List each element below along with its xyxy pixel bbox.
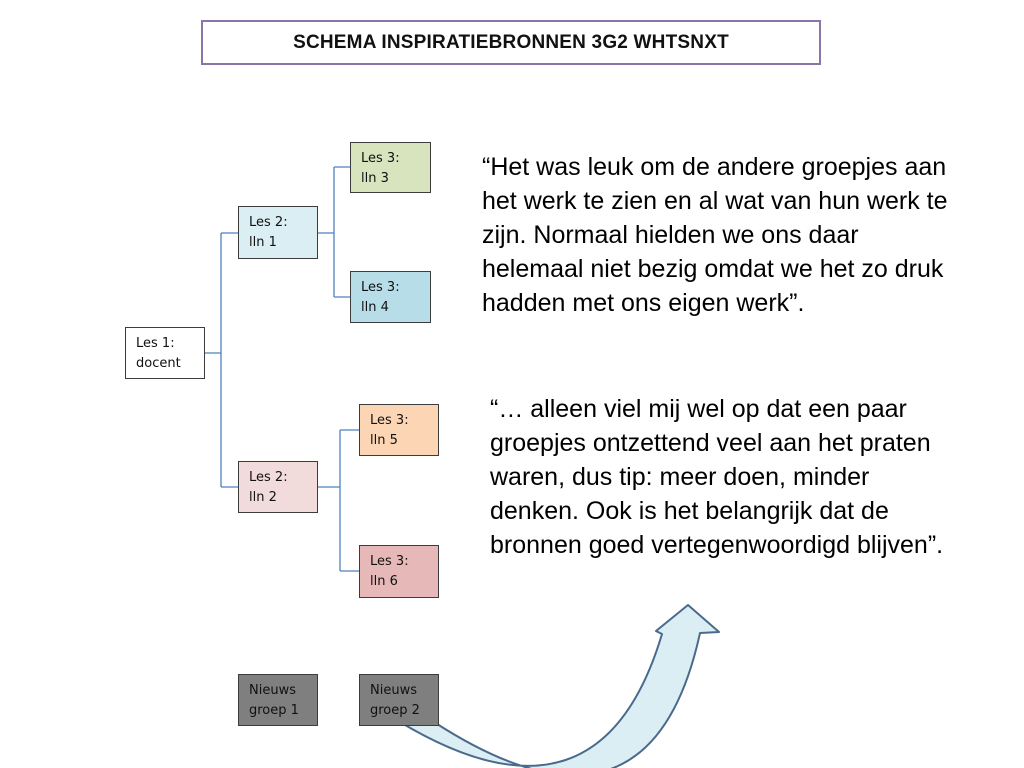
quote-second: “… alleen viel mij wel op dat een paar groepjes ontzettend veel aan het praten waren, dus tip: meer doen, minder denken. Ook is het belangrijk dat de bronnen goed vertegenwoordigd blijven”.: [490, 395, 944, 559]
node-label-line1: Nieuws: [249, 683, 296, 698]
connector-les1-les2: [205, 233, 238, 487]
node-label-line2: lln 6: [370, 574, 398, 589]
node-label-line1: Les 2:: [249, 215, 288, 230]
node-label-line2: lln 2: [249, 490, 277, 505]
node-nieuws-groep1: [238, 674, 318, 726]
node-les1-docent: [125, 327, 205, 379]
node-label-line2: groep 2: [370, 703, 420, 718]
node-label-line1: Les 2:: [249, 470, 288, 485]
node-les3-lln6: [359, 545, 439, 598]
page-title: SCHEMA INSPIRATIEBRONNEN 3G2 WHTSNXT: [293, 31, 729, 53]
connector-les2a-les3: [318, 167, 350, 297]
node-les3-lln5: [359, 404, 439, 456]
node-les2-lln2: [238, 461, 318, 513]
quote-first: “Het was leuk om de andere groepjes aan het werk te zien en al wat van hun werk te zijn. Normaal hielden we ons daar helemaal niet bezig omdat we het zo druk hadden met ons eigen werk”.: [482, 153, 948, 317]
node-label-line1: Les 3:: [361, 151, 400, 166]
node-label-line2: lln 4: [361, 300, 389, 315]
node-label-line1: Les 3:: [361, 280, 400, 295]
node-label-line2: lln 3: [361, 171, 389, 186]
node-label-line1: Les 3:: [370, 554, 409, 569]
node-label-line1: Nieuws: [370, 683, 417, 698]
node-label-line2: docent: [136, 356, 181, 371]
node-label-line2: lln 5: [370, 433, 398, 448]
curved-arrow-icon: [400, 605, 719, 768]
node-label-line2: lln 1: [249, 235, 277, 250]
node-les3-lln3: [350, 142, 431, 193]
node-label-line1: Les 1:: [136, 336, 175, 351]
node-les2-lln1: [238, 206, 318, 259]
node-label-line2: groep 1: [249, 703, 299, 718]
node-label-line1: Les 3:: [370, 413, 409, 428]
connector-les2b-les3: [318, 430, 359, 571]
node-les3-lln4: [350, 271, 431, 323]
node-nieuws-groep2: [359, 674, 439, 726]
